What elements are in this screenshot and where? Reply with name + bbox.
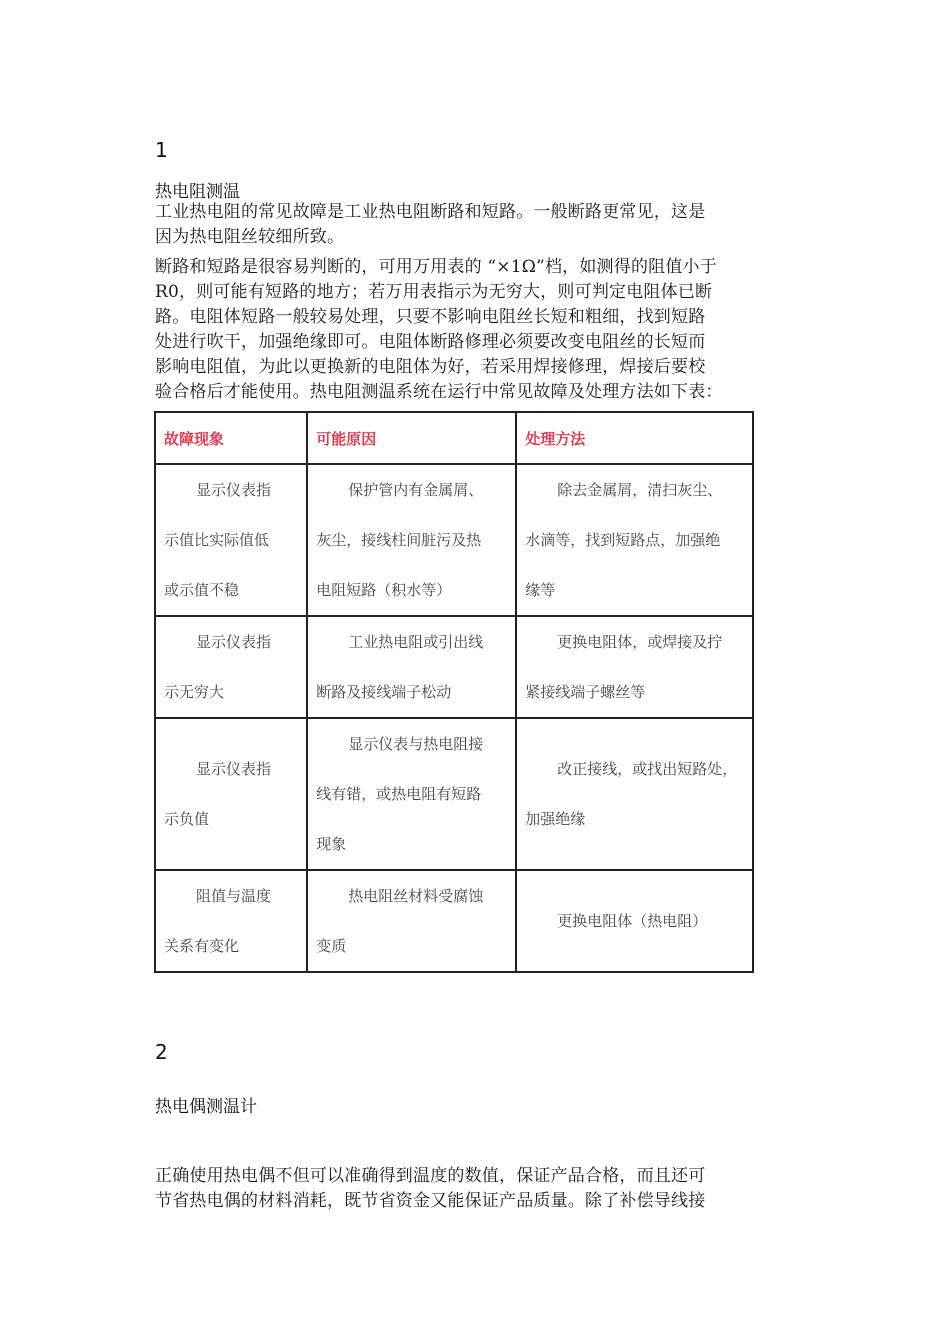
cell-cause bbox=[307, 870, 516, 972]
cell-line: 工业热电阻或引出线 bbox=[348, 633, 484, 651]
fault-table bbox=[154, 411, 754, 973]
cell-symptom bbox=[155, 718, 307, 870]
cell-remedy bbox=[516, 870, 753, 972]
paragraph-line: 处进行吹干，加强绝缘即可。电阻体断路修理必须要改变电阻丝的长短而 bbox=[155, 332, 706, 352]
paragraph-line: 影响电阻值，为此以更换新的电阻体为好，若采用焊接修理，焊接后要校 bbox=[155, 357, 706, 377]
paragraph-1 bbox=[155, 200, 795, 250]
section-heading-1: 热电阻测温 bbox=[155, 182, 240, 202]
paragraph-line: R0，则可能有短路的地方；若万用表指示为无穷大，则可判定电阻体已断 bbox=[155, 282, 713, 302]
cell-line: 关系有变化 bbox=[164, 937, 240, 955]
cell-symptom bbox=[155, 870, 307, 972]
cell-line: 缘等 bbox=[525, 581, 556, 599]
cell-line: 水滴等，找到短路点，加强绝 bbox=[525, 531, 721, 549]
paragraph-3 bbox=[155, 1164, 795, 1214]
cell-line: 示无穷大 bbox=[164, 683, 225, 701]
cell-remedy bbox=[516, 464, 753, 616]
cell-cause bbox=[307, 616, 516, 718]
cell-line: 示值比实际值低 bbox=[164, 531, 270, 549]
header-remedy: 处理方法 bbox=[516, 412, 753, 464]
cell-line: 除去金属屑，清扫灰尘、 bbox=[557, 481, 723, 499]
cell-line: 加强绝缘 bbox=[525, 810, 586, 828]
cell-line: 或示值不稳 bbox=[164, 581, 240, 599]
cell-remedy bbox=[516, 718, 753, 870]
cell-line: 紧接线端子螺丝等 bbox=[525, 683, 646, 701]
table-header-row bbox=[155, 412, 753, 464]
cell-symptom bbox=[155, 464, 307, 616]
header-symptom: 故障现象 bbox=[155, 412, 307, 464]
cell-line: 热电阻丝材料受腐蚀 bbox=[348, 887, 484, 905]
cell-line: 线有错，或热电阻有短路 bbox=[316, 785, 482, 803]
cell-line: 示负值 bbox=[164, 810, 210, 828]
table-row bbox=[155, 870, 753, 972]
cell-symptom bbox=[155, 616, 307, 718]
cell-line: 灰尘，接线柱间脏污及热 bbox=[316, 531, 482, 549]
table-row bbox=[155, 616, 753, 718]
paragraph-line: 因为热电阻丝较细所致。 bbox=[155, 227, 345, 247]
cell-line: 改正接线，或找出短路处， bbox=[557, 760, 738, 778]
cell-line: 变质 bbox=[316, 937, 347, 955]
cell-line: 保护管内有金属屑、 bbox=[348, 481, 484, 499]
cell-line: 断路及接线端子松动 bbox=[316, 683, 452, 701]
paragraph-line: 验合格后才能使用。热电阻测温系统在运行中常见故障及处理方法如下表： bbox=[155, 382, 723, 402]
cell-line: 显示仪表指 bbox=[196, 760, 272, 778]
section-number-2: 2 bbox=[155, 1040, 168, 1064]
cell-line: 显示仪表指 bbox=[196, 633, 272, 651]
section-heading-2: 热电偶测温计 bbox=[155, 1097, 257, 1117]
cell-line: 显示仪表与热电阻接 bbox=[348, 735, 484, 753]
cell-line: 现象 bbox=[316, 835, 347, 853]
cell-line: 电阻短路（积水等） bbox=[316, 581, 452, 599]
section-number-1: 1 bbox=[155, 138, 168, 162]
cell-line: 更换电阻体（热电阻） bbox=[557, 912, 708, 930]
paragraph-line: 节省热电偶的材料消耗，既节省资金又能保证产品质量。除了补偿导线接 bbox=[155, 1191, 706, 1211]
cell-remedy bbox=[516, 616, 753, 718]
cell-cause bbox=[307, 464, 516, 616]
header-cause: 可能原因 bbox=[307, 412, 516, 464]
table-row bbox=[155, 718, 753, 870]
paragraph-line: 工业热电阻的常见故障是工业热电阻断路和短路。一般断路更常见，这是 bbox=[155, 202, 706, 222]
paragraph-line: 断路和短路是很容易判断的，可用万用表的 “×1Ω”档，如测得的阻值小于 bbox=[155, 257, 717, 277]
paragraph-line: 正确使用热电偶不但可以准确得到温度的数值，保证产品合格，而且还可 bbox=[155, 1166, 706, 1186]
paragraph-2 bbox=[155, 255, 795, 405]
cell-line: 阻值与温度 bbox=[196, 887, 272, 905]
cell-line: 更换电阻体，或焊接及拧 bbox=[557, 633, 723, 651]
cell-cause bbox=[307, 718, 516, 870]
cell-line: 显示仪表指 bbox=[196, 481, 272, 499]
table-row bbox=[155, 464, 753, 616]
paragraph-line: 路。电阻体短路一般较易处理，只要不影响电阻丝长短和粗细，找到短路 bbox=[155, 307, 706, 327]
